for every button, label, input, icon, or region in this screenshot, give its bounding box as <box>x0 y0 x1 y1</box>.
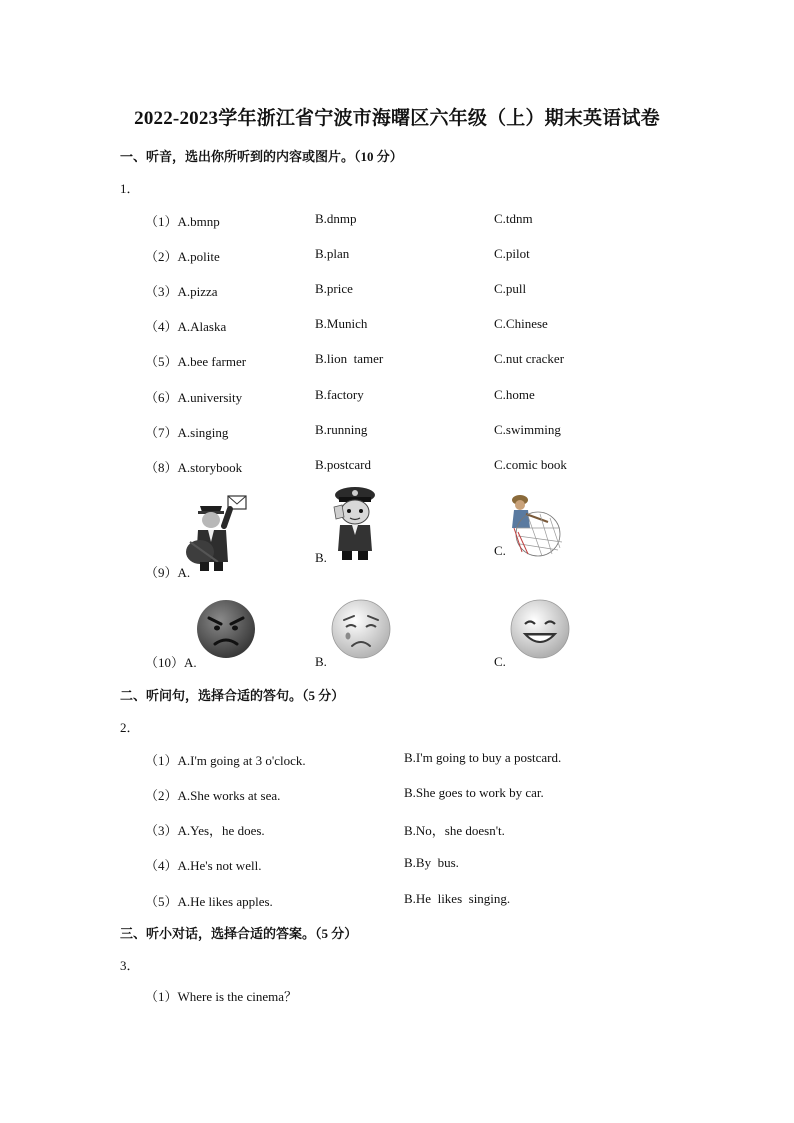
question-number: 2． <box>120 720 140 735</box>
option-a: （5）A.He likes apples. <box>145 894 273 909</box>
option-a: （7）A.singing <box>145 425 229 440</box>
angry-face-icon <box>195 598 257 660</box>
option-b: B.running <box>315 422 368 437</box>
option-a: （3）A.pizza <box>145 284 218 299</box>
option-b: B. <box>315 550 327 565</box>
option-b: B.lion tamer <box>315 351 384 366</box>
option-a: （9）A. <box>145 565 191 580</box>
option-c: C.swimming <box>494 422 561 437</box>
option-b: B.dnmp <box>315 211 357 226</box>
smiling-face-icon <box>509 598 571 660</box>
option-b: B.She goes to work by car. <box>404 785 544 800</box>
question-number: 1． <box>120 181 140 196</box>
option-b: B. <box>315 654 327 669</box>
option-c: C. <box>494 654 506 669</box>
option-c: C.tdnm <box>494 211 533 226</box>
option-a: （4）A.He's not well. <box>145 858 262 873</box>
option-a: （6）A.university <box>145 390 243 405</box>
police-officer-icon <box>326 483 384 561</box>
option-b: B.postcard <box>315 457 371 472</box>
option-c: C.comic book <box>494 457 567 472</box>
option-c: C.home <box>494 387 535 402</box>
question-number: 3． <box>120 958 140 973</box>
option-b: B.factory <box>315 387 364 402</box>
option-a: （1）A.I'm going at 3 o'clock. <box>145 753 306 768</box>
option-b: B.plan <box>315 246 350 261</box>
option-c: C.pull <box>494 281 527 296</box>
option-b: B.By bus. <box>404 855 459 870</box>
dialogue-question: （1）Where is the cinema？ <box>145 989 297 1004</box>
section-heading-dialogues: 三、听小对话，选择合适的答案。（5 分） <box>120 926 358 941</box>
option-a: （1）A.bmnp <box>145 214 220 229</box>
sad-face-icon <box>330 598 392 660</box>
option-a: （4）A.Alaska <box>145 319 227 334</box>
option-b: B.price <box>315 281 353 296</box>
postman-icon <box>180 492 248 572</box>
option-a: （3）A.Yes，he does. <box>145 823 265 838</box>
option-b: B.I'm going to buy a postcard. <box>404 750 562 765</box>
option-b: B.He likes singing. <box>404 891 511 906</box>
option-b: B.Munich <box>315 316 368 331</box>
option-a: （2）A.She works at sea. <box>145 788 281 803</box>
option-a: （5）A.bee farmer <box>145 354 247 369</box>
option-a: （2）A.polite <box>145 249 220 264</box>
option-c: C.Chinese <box>494 316 548 331</box>
option-c: C.nut cracker <box>494 351 565 366</box>
option-c: C.pilot <box>494 246 530 261</box>
fisherman-icon <box>508 492 566 557</box>
section-heading-listening-choose: 一、听音，选出你所听到的内容或图片。（10 分） <box>120 149 403 164</box>
page-title: 2022-2023学年浙江省宁波市海曙区六年级（上）期末英语试卷 <box>134 108 660 129</box>
option-b: B.No，she doesn't. <box>404 823 505 838</box>
option-a: （10）A. <box>145 655 197 670</box>
section-heading-listening-responses: 二、听问句，选择合适的答句。（5 分） <box>120 688 345 703</box>
option-a: （8）A.storybook <box>145 460 243 475</box>
option-c: C. <box>494 543 506 558</box>
